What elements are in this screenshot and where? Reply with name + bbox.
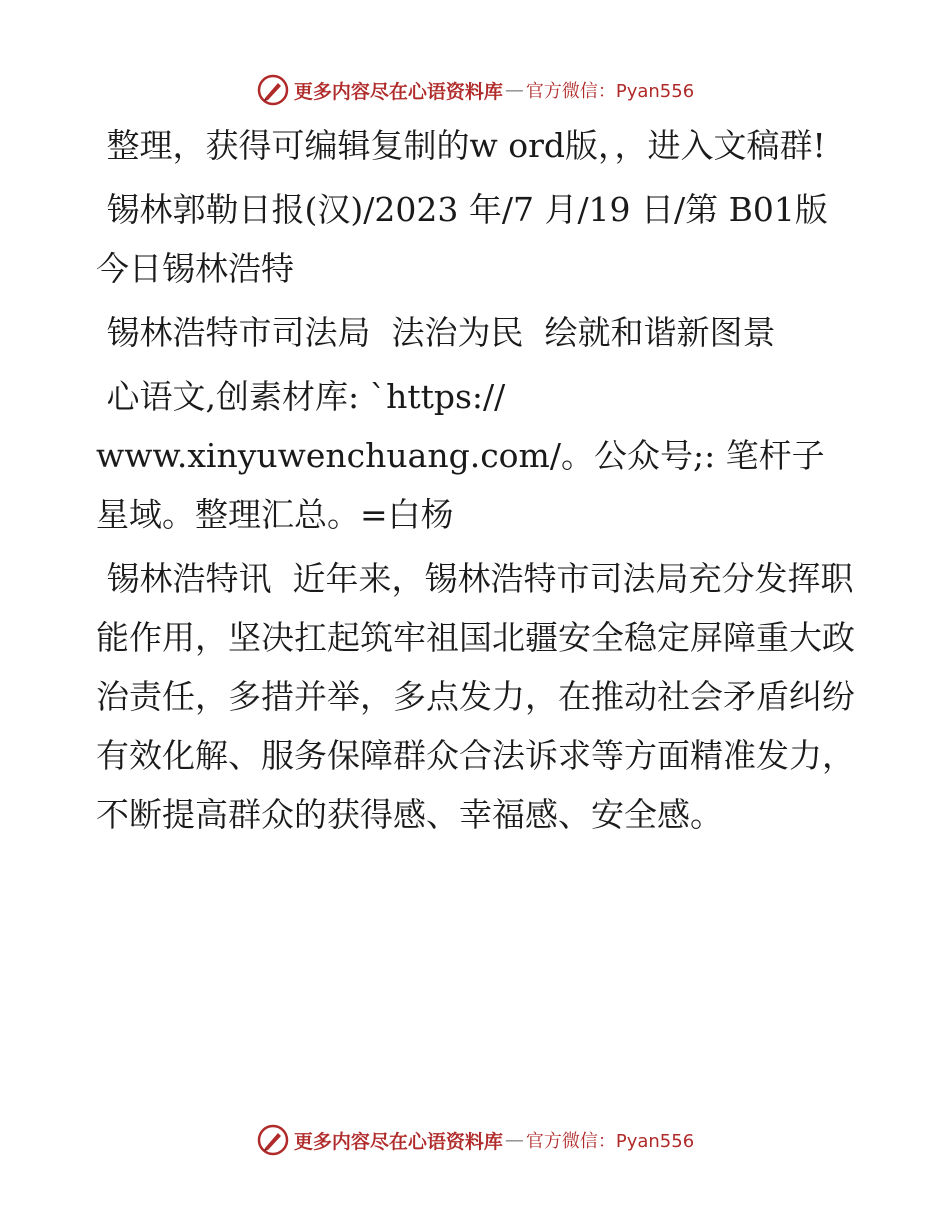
watermark-separator: — bbox=[504, 79, 524, 101]
paragraph-headline: 锡林浩特市司法局 法治为民 绘就和谐新图景 bbox=[96, 313, 776, 352]
paragraph-body: 锡林浩特讯 近年来，锡林浩特市司法局充分发挥职能作用，坚决扛起筑牢祖国北疆安全稳定屏障重大政治责任，多措并举，多点发力，在推动社会矛盾纠纷有效化解、服务保障群众合法诉求等方面精准发力，不断提高群众的获得感、幸福感、安全感。 bbox=[96, 559, 855, 834]
watermark-sub-text: 官方微信：Pyan556 bbox=[525, 1131, 695, 1152]
watermark-sub-text: 官方微信：Pyan556 bbox=[525, 81, 695, 102]
footer-watermark bbox=[0, 1120, 950, 1160]
paragraph-resource: 心语文,创素材库: `https:// www.xinyuwenchuang.com/。公众号;: 笔杆子星域。整理汇总。=白杨 bbox=[96, 377, 825, 534]
pen-logo-icon bbox=[256, 73, 290, 107]
document-body bbox=[96, 116, 856, 844]
watermark-separator: — bbox=[504, 1129, 524, 1151]
watermark-main-text: 更多内容尽在心语资料库 bbox=[293, 80, 503, 103]
header-watermark bbox=[0, 70, 950, 110]
pen-logo-icon bbox=[256, 1123, 290, 1157]
paragraph-intro: 整理，获得可编辑复制的w ord版，，进入文稿群! bbox=[96, 126, 826, 165]
watermark-main-text: 更多内容尽在心语资料库 bbox=[293, 1130, 503, 1153]
paragraph-source: 锡林郭勒日报(汉)/2023 年/7 月/19 日/第 B01版今日锡林浩特 bbox=[96, 190, 828, 288]
